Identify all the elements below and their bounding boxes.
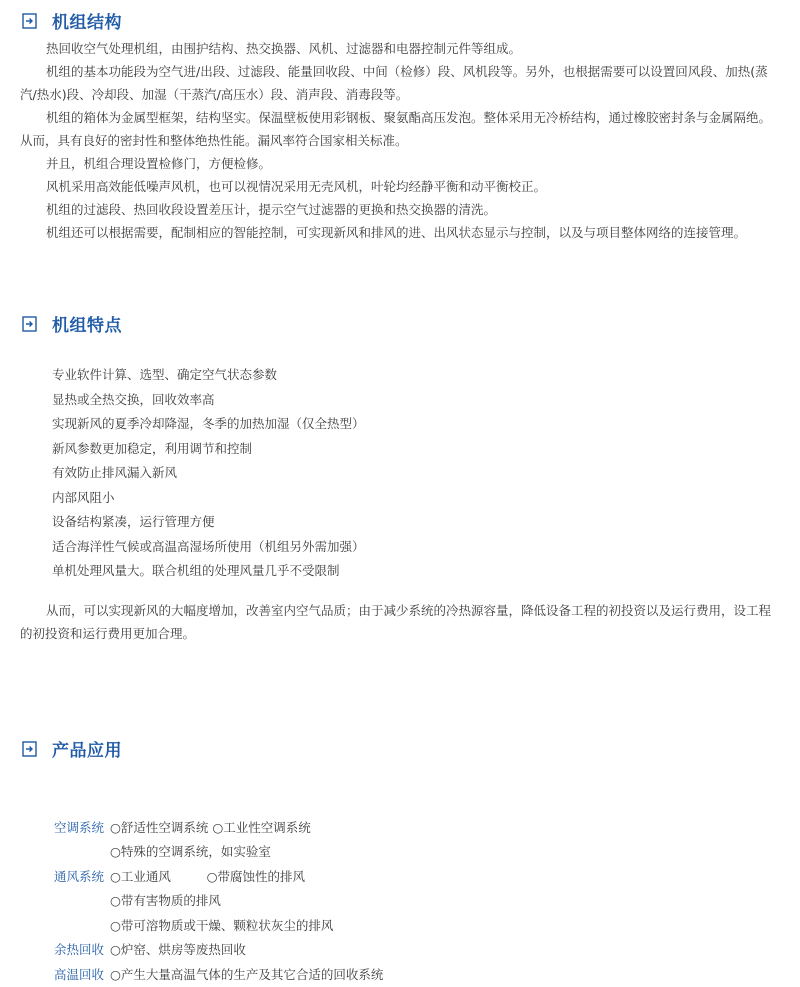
section-header-features (22, 311, 122, 336)
application-category: 余热回收 (54, 938, 110, 963)
paragraph: 机组的过滤段、热回收段设置差压计，提示空气过滤器的更换和热交换器的清洗。 (20, 198, 782, 221)
list-item: 实现新风的夏季冷却降湿，冬季的加热加湿（仅全热型） (52, 412, 365, 437)
list-item: 内部风阻小 (52, 486, 365, 511)
section-header-applications (22, 736, 122, 761)
section-title: 机组特点 (52, 311, 122, 336)
application-row (46, 938, 383, 963)
application-row (46, 791, 311, 816)
section-header-structure (22, 8, 122, 33)
paragraph: 机组还可以根据需要，配制相应的智能控制，可实现新风和排风的进、出风状态显示与控制，以及与项目整体网络的连接管理。 (20, 221, 782, 244)
application-text: ○带有害物质的排风 (110, 893, 221, 908)
application-text: ○特殊的空调系统，如实验室 (110, 844, 271, 859)
application-row (46, 889, 333, 914)
application-text: ○工业通风 ○带腐蚀性的排风 (110, 869, 305, 884)
application-row (46, 914, 246, 939)
application-text: ○带可溶物质或干燥、颗粒状灰尘的排风 (110, 918, 333, 933)
paragraph: 机组的箱体为金属型框架，结构坚实。保温壁板使用彩钢板、聚氨酯高压发泡。整体采用无冷桥结构，通过橡胶密封条与金属隔绝。从而，具有良好的密封性和整体绝热性能。漏风率符合国家相关标准。 (20, 106, 782, 152)
section-title: 产品应用 (52, 736, 122, 761)
paragraph: 并且，机组合理设置检修门，方便检修。 (20, 152, 782, 175)
paragraph: 热回收空气处理机组，由围护结构、热交换器、风机、过滤器和电器控制元件等组成。 (20, 37, 782, 60)
application-category: 空调系统 (54, 816, 110, 841)
application-row (46, 865, 221, 890)
application-text: ○产生大量高温气体的生产及其它合适的回收系统 (110, 967, 383, 982)
list-item: 设备结构紧凑，运行管理方便 (52, 510, 365, 535)
arrow-in-box-icon (22, 741, 38, 757)
application-category: 高温回收 (54, 963, 110, 987)
application-row (46, 840, 305, 865)
list-item: 有效防止排风漏入新风 (52, 461, 365, 486)
section-title: 机组结构 (52, 8, 122, 33)
paragraph: 风机采用高效能低噪声风机，也可以视情况采用无壳风机，叶轮均经静平衡和动平衡校正。 (20, 175, 782, 198)
summary-paragraph: 从而，可以实现新风的大幅度增加，改善室内空气品质；由于减少系统的冷热源容量，降低设备工程的初投资以及运行费用，设工程的初投资和运行费用更加合理。 (20, 599, 782, 645)
list-item: 新风参数更加稳定，利用调节和控制 (52, 437, 365, 462)
arrow-in-box-icon (22, 13, 38, 29)
list-item: 显热或全热交换，回收效率高 (52, 388, 365, 413)
application-text: ○炉窑、烘房等废热回收 (110, 942, 246, 957)
feature-list (52, 363, 365, 584)
application-category: 通风系统 (54, 865, 110, 890)
application-text: ○舒适性空调系统 ○工业性空调系统 (110, 820, 311, 835)
paragraph: 机组的基本功能段为空气进/出段、过滤段、能量回收段、中间（检修）段、风机段等。另外，也根据需要可以设置回风段、加热(蒸汽/热水)段、冷却段、加湿（干蒸汽/高压水）段、消声段、消毒段等。 (20, 60, 782, 106)
list-item: 适合海洋性气候或高温高湿场所使用（机组另外需加强） (52, 535, 365, 560)
application-row (46, 816, 271, 841)
arrow-in-box-icon (22, 316, 38, 332)
list-item: 专业软件计算、选型、确定空气状态参数 (52, 363, 365, 388)
list-item: 单机处理风量大。联合机组的处理风量几乎不受限制 (52, 559, 365, 584)
